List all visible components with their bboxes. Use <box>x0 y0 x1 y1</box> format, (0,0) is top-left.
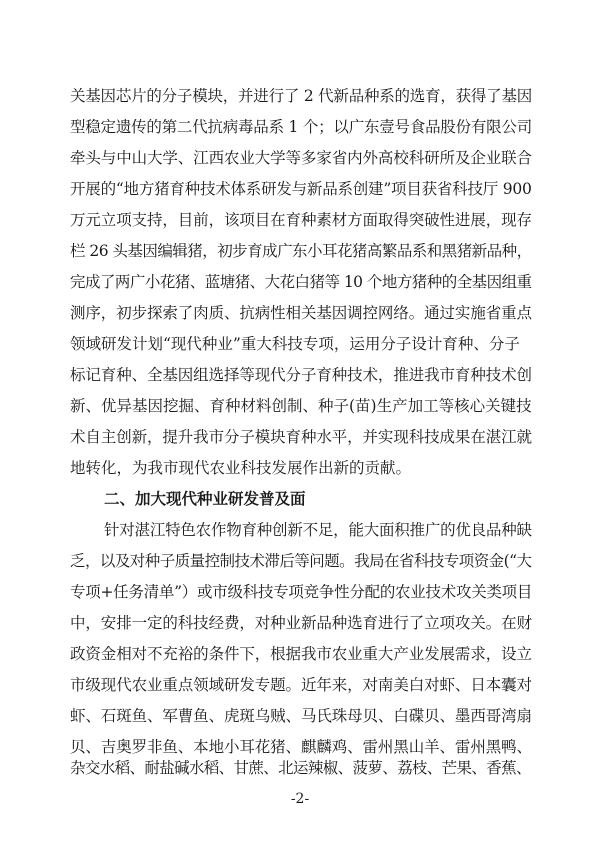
paragraph1-line: 开展的“地方猪育种技术体系研发与新品系创建”项目获省科技厅 900 <box>70 180 532 198</box>
paragraph2-line: 市级现代农业重点领域研发专题。近年来，对南美白对虾、日本囊对 <box>70 676 532 694</box>
paragraph1-line: 地转化，为我市现代农业科技发展作出新的贡献。 <box>70 459 412 477</box>
section-heading: 二、加大现代种业研发普及面 <box>104 490 306 508</box>
paragraph1-line: 关基因芯片的分子模块，并进行了 2 代新品种系的选育，获得了基因 <box>70 87 532 105</box>
paragraph2-line: 专项+任务清单”）或市级科技专项竞争性分配的农业技术攻关类项目 <box>70 583 532 601</box>
paragraph1-line: 新、优异基因挖掘、育种材料创制、种子(苗)生产加工等核心关键技 <box>70 397 532 415</box>
paragraph1-line: 术自主创新，提升我市分子模块育种水平，并实现科技成果在湛江就 <box>70 428 532 446</box>
paragraph2-line: 乏，以及对种子质量控制技术滞后等问题。我局在省科技专项资金(“大 <box>70 552 532 570</box>
paragraph1-line: 栏 26 头基因编辑猪，初步育成广东小耳花猪高繁品系和黑猪新品种， <box>70 242 532 260</box>
paragraph2-line: 针对湛江特色农作物育种创新不足，能大面积推广的优良品种缺 <box>104 521 532 539</box>
paragraph1-line: 型稳定遗传的第二代抗病毒品系 1 个；以广东壹号食品股份有限公司 <box>70 118 532 136</box>
paragraph1-line: 完成了两广小花猪、蓝塘猪、大花白猪等 10 个地方猪种的全基因组重 <box>70 273 532 291</box>
page-number: -2- <box>290 791 310 807</box>
paragraph2-line: 政资金相对不充裕的条件下，根据我市农业重大产业发展需求，设立 <box>70 645 532 663</box>
paragraph2-line: 虾、石斑鱼、军曹鱼、虎斑乌贼、马氏珠母贝、白碟贝、墨西哥湾扇 <box>70 707 532 725</box>
paragraph2-line: 贝、吉奥罗非鱼、本地小耳花猪、麒麟鸡、雷州黑山羊、雷州黑鸭、 <box>70 738 532 756</box>
paragraph2-line: 杂交水稻、耐盐碱水稻、甘蔗、北运辣椒、菠萝、荔枝、芒果、香蕉、 <box>70 759 531 777</box>
paragraph1-line: 领域研发计划“现代种业”重大科技专项，运用分子设计育种、分子 <box>70 335 520 353</box>
paragraph1-line: 标记育种、全基因组选择等现代分子育种技术，推进我市育种技术创 <box>70 366 532 384</box>
paragraph1-line: 牵头与中山大学、江西农业大学等多家省内外高校科研所及企业联合 <box>70 149 532 167</box>
paragraph1-line: 万元立项支持，目前，该项目在育种素材方面取得突破性进展，现存 <box>70 211 532 229</box>
paragraph2-line: 中，安排一定的科技经费，对种业新品种选育进行了立项攻关。在财 <box>70 614 532 632</box>
paragraph1-line: 测序，初步探索了肉质、抗病性相关基因调控网络。通过实施省重点 <box>70 304 532 322</box>
